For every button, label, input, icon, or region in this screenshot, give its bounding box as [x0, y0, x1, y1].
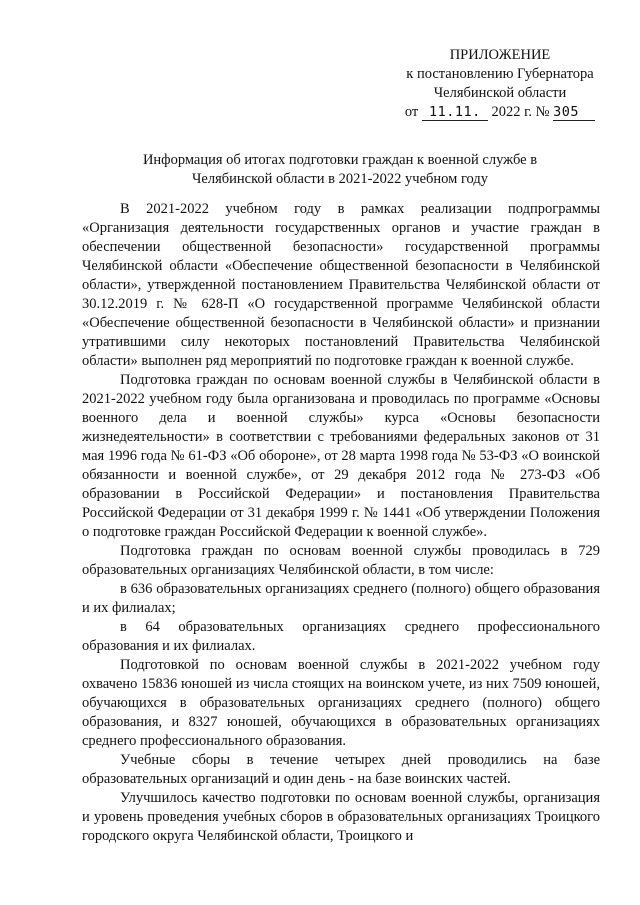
paragraph: Подготовкой по основам военной службы в 2021-2022 учебном году охвачено 15836 юношей из числа стоящих на воинском учете, из них 7509 юношей, обучающихся в образовательных организациях среднего (полного) общего образования, и 8327 юношей, обучающихся в образовательных организациях среднего профессионального образования.: [82, 657, 600, 749]
appendix-heading: ПРИЛОЖЕНИЕ: [449, 47, 551, 63]
paragraph: Улучшилось качество подготовки по основам военной службы, организация и уровень проведения учебных сборов в образовательных организациях Троицкого городского округа Челябинской области, Троицкого и: [82, 790, 600, 844]
title-line-1: Информация об итогах подготовки граждан к военной службе в: [142, 152, 538, 168]
title-line-2: Челябинской области в 2021-2022 учебном году: [192, 171, 488, 187]
paragraph: в 636 образовательных организациях среднего (полного) общего образования и их филиалах;: [82, 581, 600, 616]
appendix-date-line: [385, 103, 615, 122]
paragraph: В 2021-2022 учебном году в рамках реализации подпрограммы «Организация деятельности государственных органов и участие граждан в обеспечении общественной безопасности» государственной программы Челябинской области «Обеспечение общественной безопасности в Челябинской области», утвержденной постановлением Правительства Челябинской области от 30.12.2019 г. № 628-П «О государственной программе Челябинской области «Обеспечение общественной безопасности в Челябинской области» и признании утратившими силу некоторых постановлений Правительства Челябинской области» выполнен ряд мероприятий по подготовке граждан к военной службе.: [82, 201, 600, 369]
appendix-region-line: Челябинской области: [433, 85, 567, 101]
handwritten-number: 305: [553, 105, 595, 121]
paragraph: в 64 образовательных организациях среднего профессионального образования и их филиалах.: [82, 619, 600, 654]
date-suffix: 2022 г. №: [491, 104, 550, 120]
document-body: [82, 200, 600, 846]
appendix-decree-line: к постановлению Губернатора: [406, 66, 594, 82]
paragraph: Подготовка граждан по основам военной службы в Челябинской области в 2021-2022 учебном году была организована и проводилась по программе «Основы военного дела и военной службы» курса «Основы безопасности жизнедеятельности» в соответствии с требованиями федеральных законов от 31 мая 1996 года № 61-ФЗ «Об обороне», от 28 марта 1998 года № 53-ФЗ «О воинской обязанности и военной службе», от 29 декабря 2012 года № 273-ФЗ «Об образовании в Российской Федерации» и постановления Правительства Российской Федерации от 31 декабря 1999 г. № 1441 «Об утверждении Положения о подготовке граждан Российской Федерации к военной службе».: [82, 372, 600, 540]
document-title: [115, 151, 565, 189]
handwritten-date: 11.11.: [422, 105, 488, 121]
date-prefix: от: [404, 104, 419, 120]
paragraph: Учебные сборы в течение четырех дней проводились на базе образовательных организаций и один день - на базе воинских частей.: [82, 752, 600, 787]
paragraph: Подготовка граждан по основам военной службы проводилась в 729 образовательных организациях Челябинской области, в том числе:: [82, 543, 600, 578]
appendix-block: [385, 46, 615, 122]
